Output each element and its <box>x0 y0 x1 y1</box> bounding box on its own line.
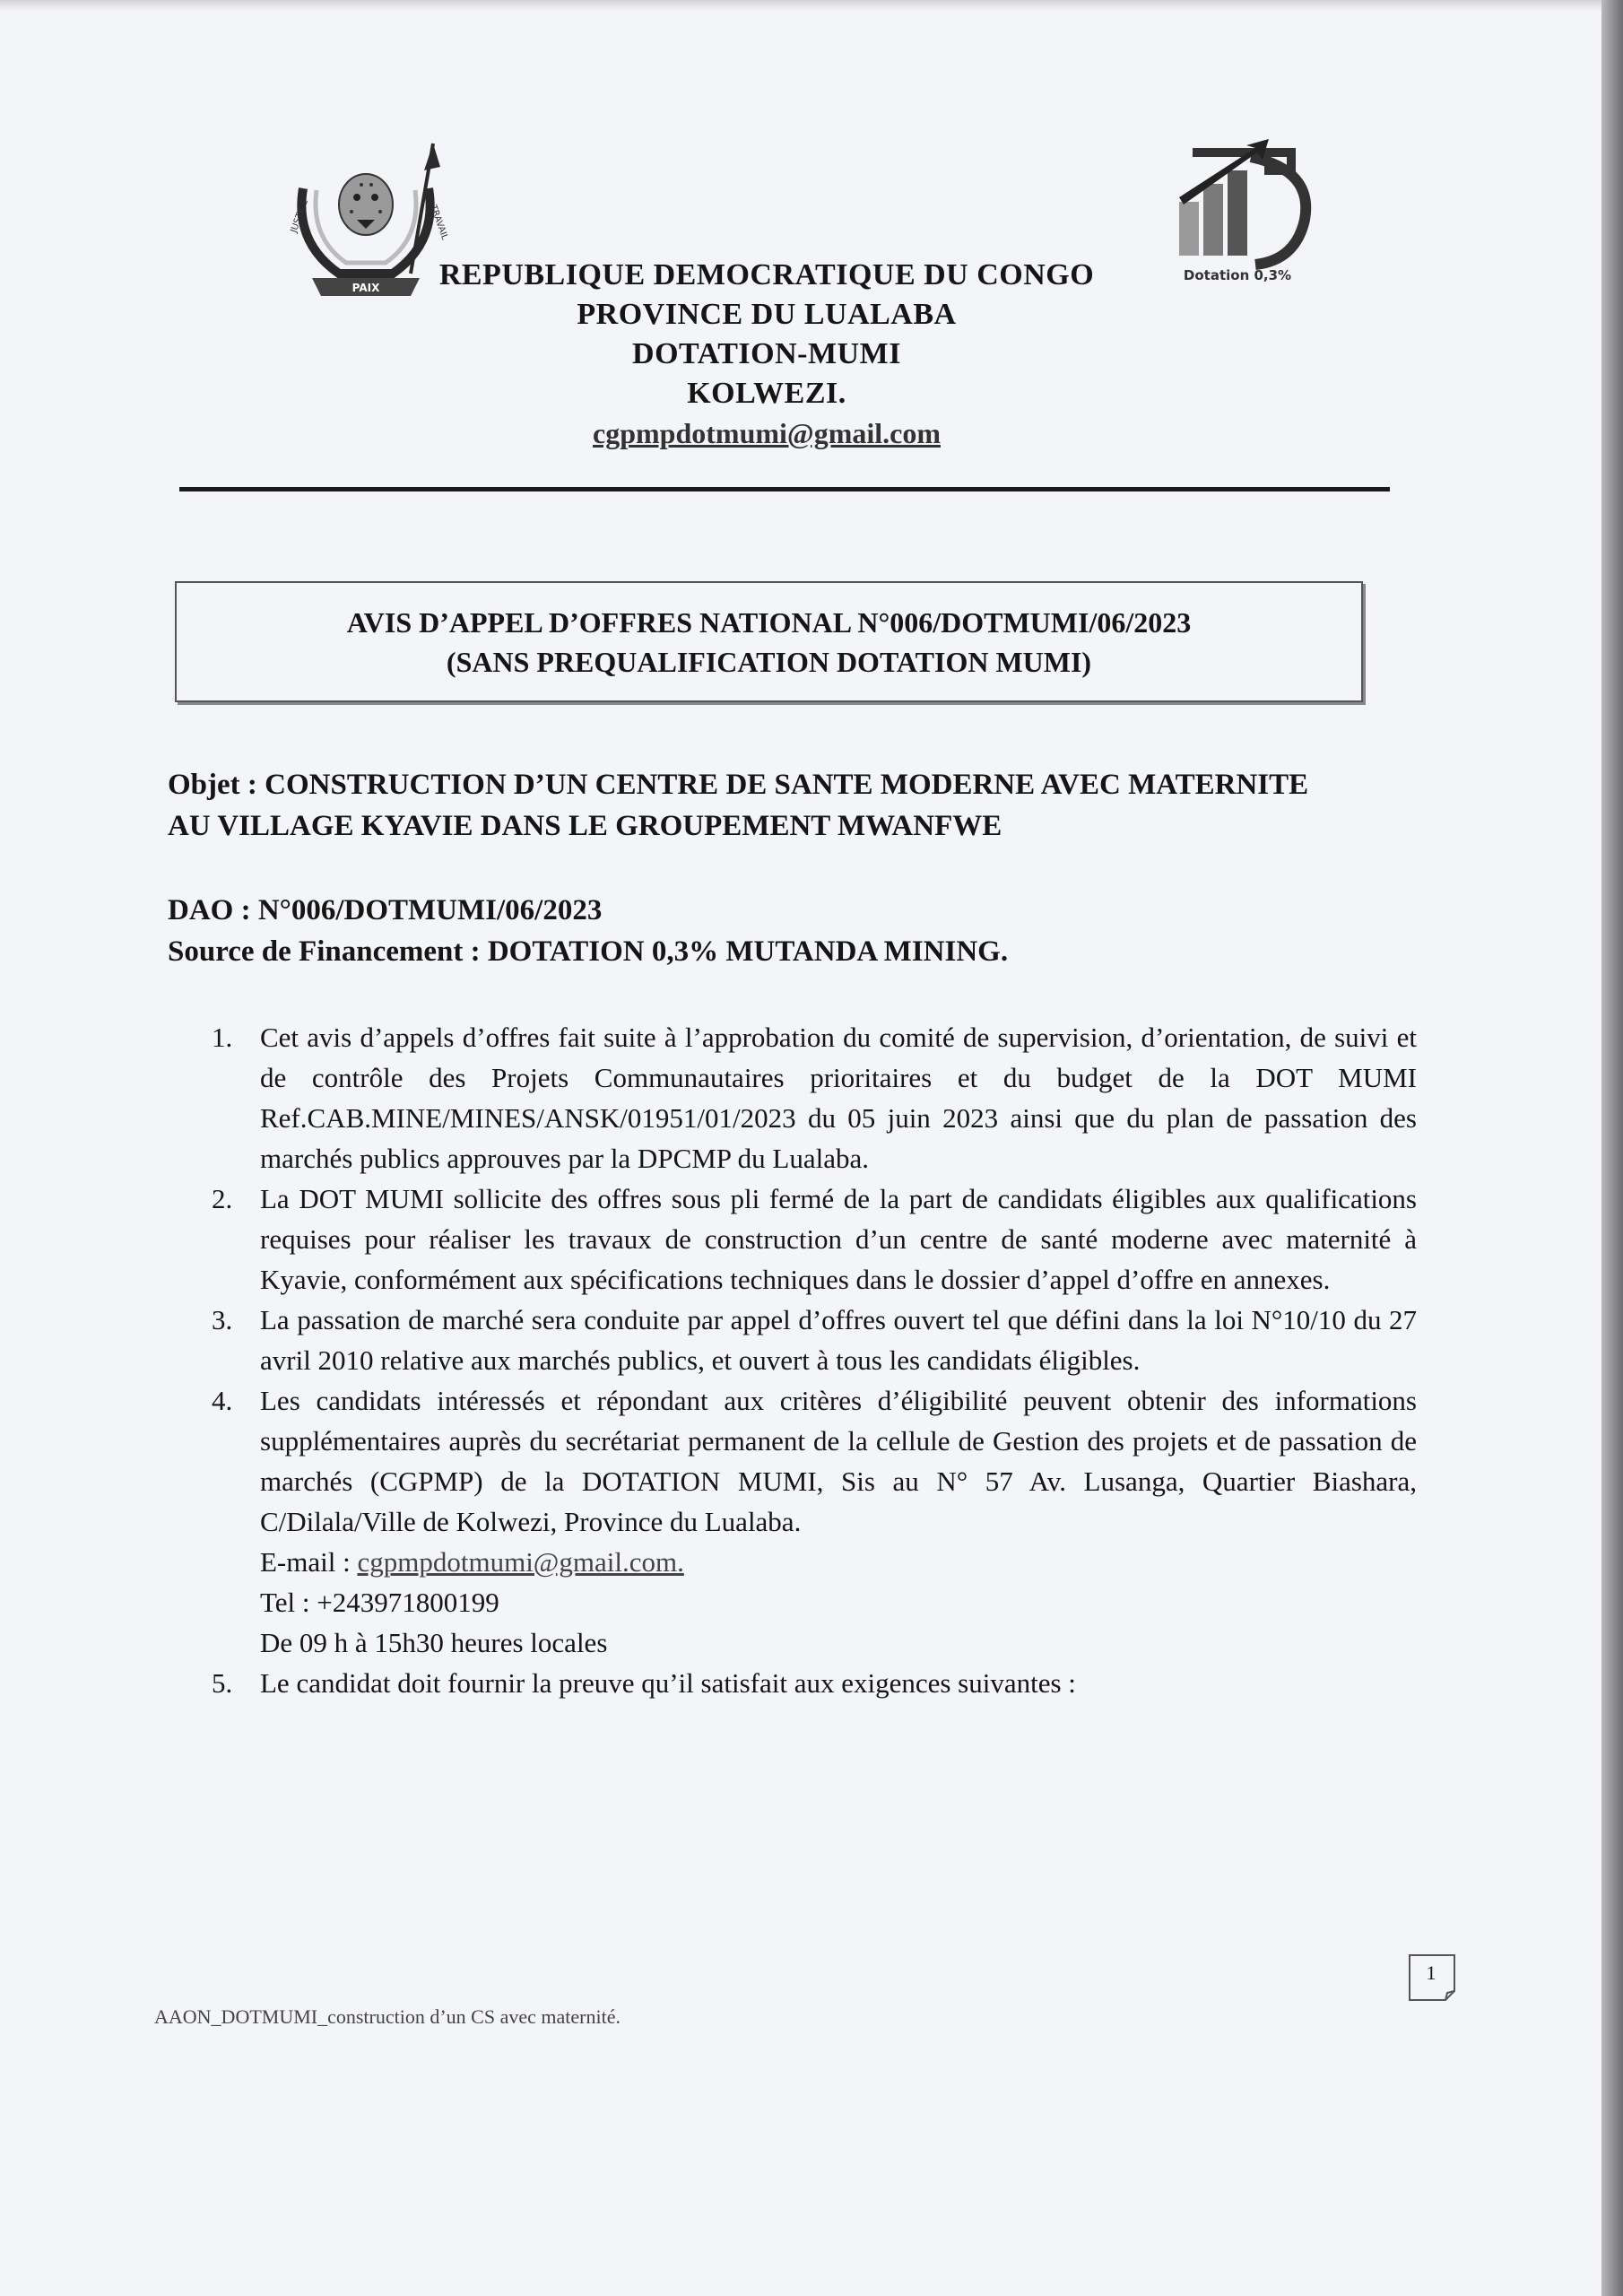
list-item-text: Cet avis d’appels d’offres fait suite à l’approbation du comité de supervision, d’orientation, de suivi et de contrôle des Projets Communautaires prioritaires et du budget de la DOT MUMI Ref.CAB.MINE/MINES/ANSK/01951/01/2023 du 05 juin 2023 ainsi que du plan de passation des marchés publics approuves par la DPCMP du Lualaba. <box>260 1022 1417 1174</box>
footer-text: AAON_DOTMUMI_construction d’un CS avec maternité. <box>154 2005 621 2028</box>
list-item <box>206 1663 1417 1703</box>
notice-title-line2: (SANS PREQUALIFICATION DOTATION MUMI) <box>446 646 1092 678</box>
contact-email-line <box>260 1542 1417 1582</box>
list-item <box>206 1017 1417 1178</box>
emblem-motto-right: TRAVAIL <box>428 204 450 242</box>
objet-line1: Objet : CONSTRUCTION D’UN CENTRE DE SANTE MODERNE AVEC MATERNITE <box>168 769 1309 801</box>
list-item-text: Les candidats intéressés et répondant aux critères d’éligibilité peuvent obtenir des informations supplémentaires auprès du secrétariat permanent de la cellule de Gestion des projets et de passation de marchés (CGPMP) de la DOTATION MUMI, Sis au N° 57 Av. Lusanga, Quartier Biashara, C/Dilala/Ville de Kolwezi, Province du Lualaba. <box>260 1385 1417 1537</box>
objet-line2: AU VILLAGE KYAVIE DANS LE GROUPEMENT MWANFWE <box>168 810 1002 842</box>
header-city: KOLWEZI. <box>687 377 846 410</box>
list-item <box>206 1380 1417 1663</box>
scan-top-edge <box>0 0 1601 11</box>
page-number: 1 <box>1426 1961 1436 1984</box>
contact-phone: Tel : +243971800199 <box>260 1587 499 1618</box>
financing-source: Source de Financement : DOTATION 0,3% MUTANDA MINING. <box>168 935 1009 968</box>
list-item-number: 2. <box>212 1183 233 1214</box>
notice-title <box>175 603 1363 682</box>
contact-email-label: E-mail : <box>260 1546 358 1578</box>
header-divider <box>179 487 1390 491</box>
notice-title-line1: AVIS D’APPEL D’OFFRES NATIONAL N°006/DOTMUMI/06/2023 <box>346 606 1192 639</box>
objet-section <box>168 764 1423 847</box>
emblem-motto-left: JUSTICE <box>289 197 311 235</box>
header-email-link[interactable]: cgpmpdotmumi@gmail.com <box>593 417 941 449</box>
list-item-number: 5. <box>212 1667 233 1699</box>
list-item-number: 3. <box>212 1304 233 1335</box>
header-country: REPUBLIQUE DEMOCRATIQUE DU CONGO <box>438 258 1095 291</box>
list-item-number: 1. <box>212 1022 233 1053</box>
header-province: PROVINCE DU LUALABA <box>577 298 957 331</box>
list-item-text: La passation de marché sera conduite par appel d’offres ouvert tel que défini dans la loi N°10/10 du 27 avril 2010 relative aux marchés publics, et ouvert à tous les candidats éligibles. <box>260 1304 1417 1376</box>
list-item <box>206 1178 1417 1300</box>
dao-reference: DAO : N°006/DOTMUMI/06/2023 <box>168 894 603 926</box>
list-item-text: La DOT MUMI sollicite des offres sous pli fermé de la part de candidats éligibles aux qualifications requises pour réaliser les travaux de construction d’un centre de santé moderne avec maternité à Kyavie, conformément aux spécifications techniques dans le dossier d’appel d’offre en annexes. <box>260 1183 1417 1295</box>
emblem-motto-center: PAIX <box>352 282 380 294</box>
list-item-text: Le candidat doit fournir la preuve qu’il satisfait aux exigences suivantes : <box>260 1667 1076 1699</box>
logo-caption: Dotation 0,3% <box>1183 267 1292 283</box>
numbered-list <box>206 1017 1417 1703</box>
dao-section <box>168 890 1423 972</box>
dotation-logo <box>1157 135 1318 291</box>
scan-right-edge <box>1601 0 1623 2296</box>
contact-hours: De 09 h à 15h30 heures locales <box>260 1627 608 1658</box>
contact-email-link[interactable]: cgpmpdotmumi@gmail.com. <box>357 1546 684 1578</box>
header-organisation: DOTATION-MUMI <box>632 337 901 370</box>
list-item <box>206 1300 1417 1380</box>
list-item-number: 4. <box>212 1385 233 1416</box>
header-block <box>395 256 1139 453</box>
